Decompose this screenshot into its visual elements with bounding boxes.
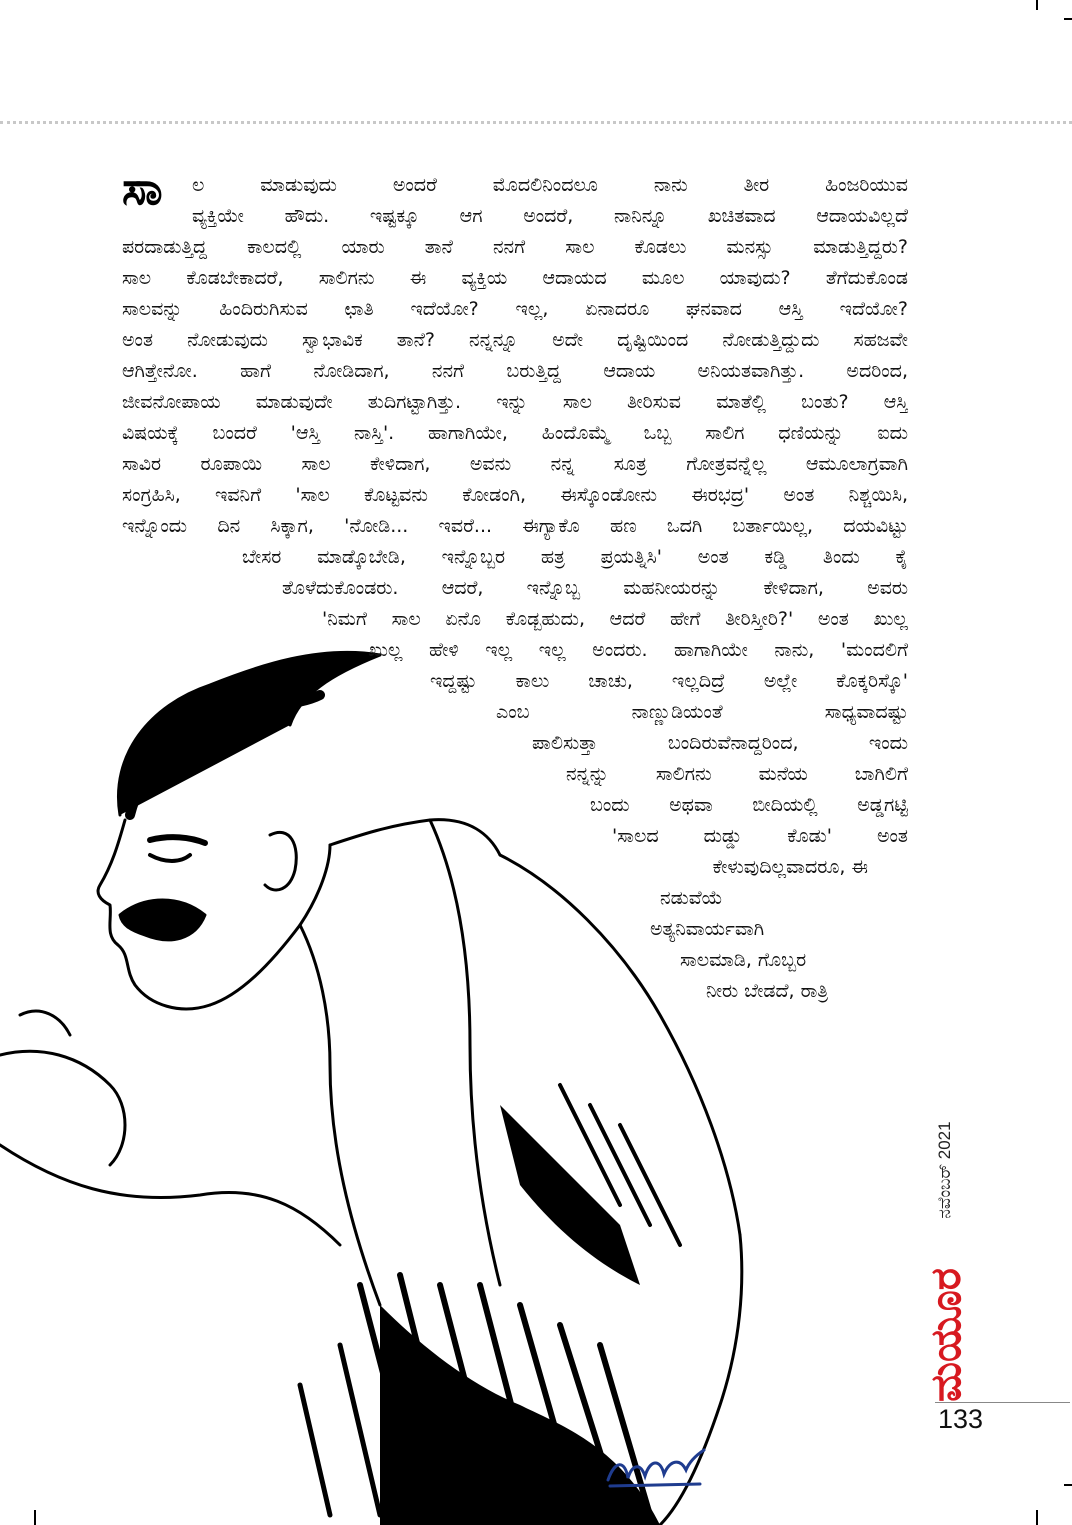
article-line: ಬಂದು ಅಥವಾ ಬೀದಿಯಲ್ಲಿ ಅಡ್ಡಗಟ್ಟಿ xyxy=(590,794,908,816)
page-number-rule xyxy=(935,1402,1070,1403)
article-line: ಸಾಲಮಾಡಿ, ಗೊಬ್ಬರ xyxy=(680,949,807,971)
article-line: ಸಾಲವನ್ನು ಹಿಂದಿರುಗಿಸುವ ಛಾತಿ ಇದೆಯೋ? ಇಲ್ಲ, ಏನಾದರೂ ಘನವಾದ ಆಸ್ತಿ ಇದೆಯೋ? xyxy=(122,298,908,320)
article-line: ಪಾಲಿಸುತ್ತಾ ಬಂದಿರುವೆನಾದ್ದರಿಂದ, ಇಂದು xyxy=(532,732,908,754)
article-line: ವಿಷಯಕ್ಕೆ ಬಂದರೆ 'ಆಸ್ತಿ ನಾಸ್ತಿ'. ಹಾಗಾಗಿಯೇ, ಹಿಂದೊಮ್ಮೆ ಒಬ್ಬ ಸಾಲಿಗ ಧಣಿಯನ್ನು ಐದು xyxy=(122,422,908,444)
crop-mark-right-lower xyxy=(1064,1484,1072,1486)
article-line: ಸಂಗ್ರಹಿಸಿ, ಇವನಿಗೆ 'ಸಾಲ ಕೊಟ್ಟವನು ಕೋಡಂಗಿ, ಈಸ್ಕೊಂಡೋನು ಈರಭದ್ರ' ಅಂತ ನಿಶ್ಚಯಿಸಿ, xyxy=(122,484,908,506)
page-number: 133 xyxy=(938,1404,984,1434)
article-line: ಇದ್ದಷ್ಟು ಕಾಲು ಚಾಚು, ಇಲ್ಲದಿದ್ರೆ ಅಲ್ಲೇ ಕೊಕ್ಕರಿಸ್ಕೊ' xyxy=(430,670,908,692)
article-line: ಸಾವಿರ ರೂಪಾಯಿ ಸಾಲ ಕೇಳಿದಾಗ, ಅವನು ನನ್ನ ಸೂತ್ರ ಗೋತ್ರವನ್ನೆಲ್ಲ ಆಮೂಲಾಗ್ರವಾಗಿ xyxy=(122,453,908,475)
issue-date xyxy=(925,1090,965,1250)
article-line: ಇನ್ನೊಂದು ದಿನ ಸಿಕ್ಕಾಗ, 'ನೋಡಿ... ಇವರೆ... ಈಗ್ಯಾಕೊ ಹಣ ಒದಗಿ ಬರ್ತಾಯಿಲ್ಲ, ದಯವಿಟ್ಟು xyxy=(122,515,908,537)
crop-mark-right-upper xyxy=(1064,18,1072,20)
article-line: ಜೀವನೋಪಾಯ ಮಾಡುವುದೇ ತುದಿಗಟ್ಟಾಗಿತ್ತು. ಇನ್ನು ಸಾಲ ತೀರಿಸುವ ಮಾತೆಲ್ಲಿ ಬಂತು? ಆಸ್ತಿ xyxy=(122,391,908,413)
article-line: ಎಂಬ ನಾಣ್ಣುಡಿಯಂತೆ ಸಾಧ್ಯವಾದಷ್ಟು xyxy=(496,701,908,723)
article-line: ಪರದಾಡುತ್ತಿದ್ದ ಕಾಲದಲ್ಲಿ ಯಾರು ತಾನೆ ನನಗೆ ಸಾಲ ಕೊಡಲು ಮನಸ್ಸು ಮಾಡುತ್ತಿದ್ದರು? xyxy=(122,236,908,258)
magazine-masthead xyxy=(918,1265,974,1405)
article-line: ಲ ಮಾಡುವುದು ಅಂದರೆ ಮೊದಲಿನಿಂದಲೂ ನಾನು ತೀರ ಹಿಂಜರಿಯುವ xyxy=(192,174,908,196)
article-line: ಆಗಿತ್ತೇನೋ. ಹಾಗೆ ನೋಡಿದಾಗ, ನನಗೆ ಬರುತ್ತಿದ್ದ ಆದಾಯ ಅನಿಯತವಾಗಿತ್ತು. ಅದರಿಂದ, xyxy=(122,360,908,382)
article-line: ಸಾಲ ಕೊಡಬೇಕಾದರೆ, ಸಾಲಿಗನು ಈ ವ್ಯಕ್ತಿಯ ಆದಾಯದ ಮೂಲ ಯಾವುದು? ತೆಗೆದುಕೊಂಡ xyxy=(122,267,908,289)
article-line: ಕೇಳುವುದಿಲ್ಲವಾದರೂ, ಈ xyxy=(712,856,868,878)
artist-signature xyxy=(600,1440,710,1500)
article-line: ತೊಳೆದುಕೊಂಡರು. ಆದರೆ, ಇನ್ನೊಬ್ಬ ಮಹನೀಯರನ್ನು ಕೇಳಿದಾಗ, ಅವರು xyxy=(282,577,908,599)
article-line: ವ್ಯಕ್ತಿಯೇ ಹೌದು. ಇಷ್ಟಕ್ಕೂ ಆಗ ಅಂದರೆ, ನಾನಿನ್ನೂ ಖಚಿತವಾದ ಆದಾಯವಿಲ್ಲದೆ xyxy=(192,205,908,227)
article-line: ಅಂತ ನೋಡುವುದು ಸ್ವಾಭಾವಿಕ ತಾನೆ? ನನ್ನನ್ನೂ ಅದೇ ದೃಷ್ಟಿಯಿಂದ ನೋಡುತ್ತಿದ್ದುದು ಸಹಜವೇ xyxy=(122,329,908,351)
drop-cap: ಸಾ xyxy=(122,161,163,215)
masthead-text: ಮಯೂರ xyxy=(921,1268,970,1402)
article-line: ಅತ್ಯನಿವಾರ್ಯವಾಗಿ xyxy=(650,918,765,940)
header-divider xyxy=(0,121,1072,124)
crop-mark-top-right xyxy=(1036,0,1038,10)
crop-mark-bottom-right xyxy=(1036,1510,1038,1525)
article-line: ನನ್ನನ್ನು ಸಾಲಿಗನು ಮನೆಯ ಬಾಗಿಲಿಗೆ xyxy=(566,763,908,785)
article-line: ಬೇಸರ ಮಾಡ್ಕೊಬೇಡಿ, ಇನ್ನೊಬ್ಬರ ಹತ್ರ ಪ್ರಯತ್ನಿಸಿ' ಅಂತ ಕಡ್ಡಿ ತಿಂದು ಕೈ xyxy=(242,546,908,568)
article-line: ನೀರು ಬೇಡದೆ, ರಾತ್ರಿ xyxy=(706,980,829,1002)
article-line: ಖುಲ್ಲ ಹೇಳಿ ಇಲ್ಲ ಇಲ್ಲ ಅಂದರು. ಹಾಗಾಗಿಯೇ ನಾನು, 'ಮಂದಲಿಗೆ xyxy=(368,639,908,661)
article-line: ನಡುವೆಯೆ xyxy=(660,887,723,909)
issue-date-text: ನವೆಂಬರ್ 2021 xyxy=(935,1121,954,1219)
article-line: 'ಸಾಲದ ದುಡ್ಡು ಕೊಡು' ಅಂತ xyxy=(612,825,908,847)
article-line: 'ನಿಮಗೆ ಸಾಲ ಏನೊ ಕೊಡ್ಬಹುದು, ಆದರೆ ಹೇಗೆ ತೀರಿಸ್ತೀರಿ?' ಅಂತ ಖುಲ್ಲ xyxy=(322,608,908,630)
